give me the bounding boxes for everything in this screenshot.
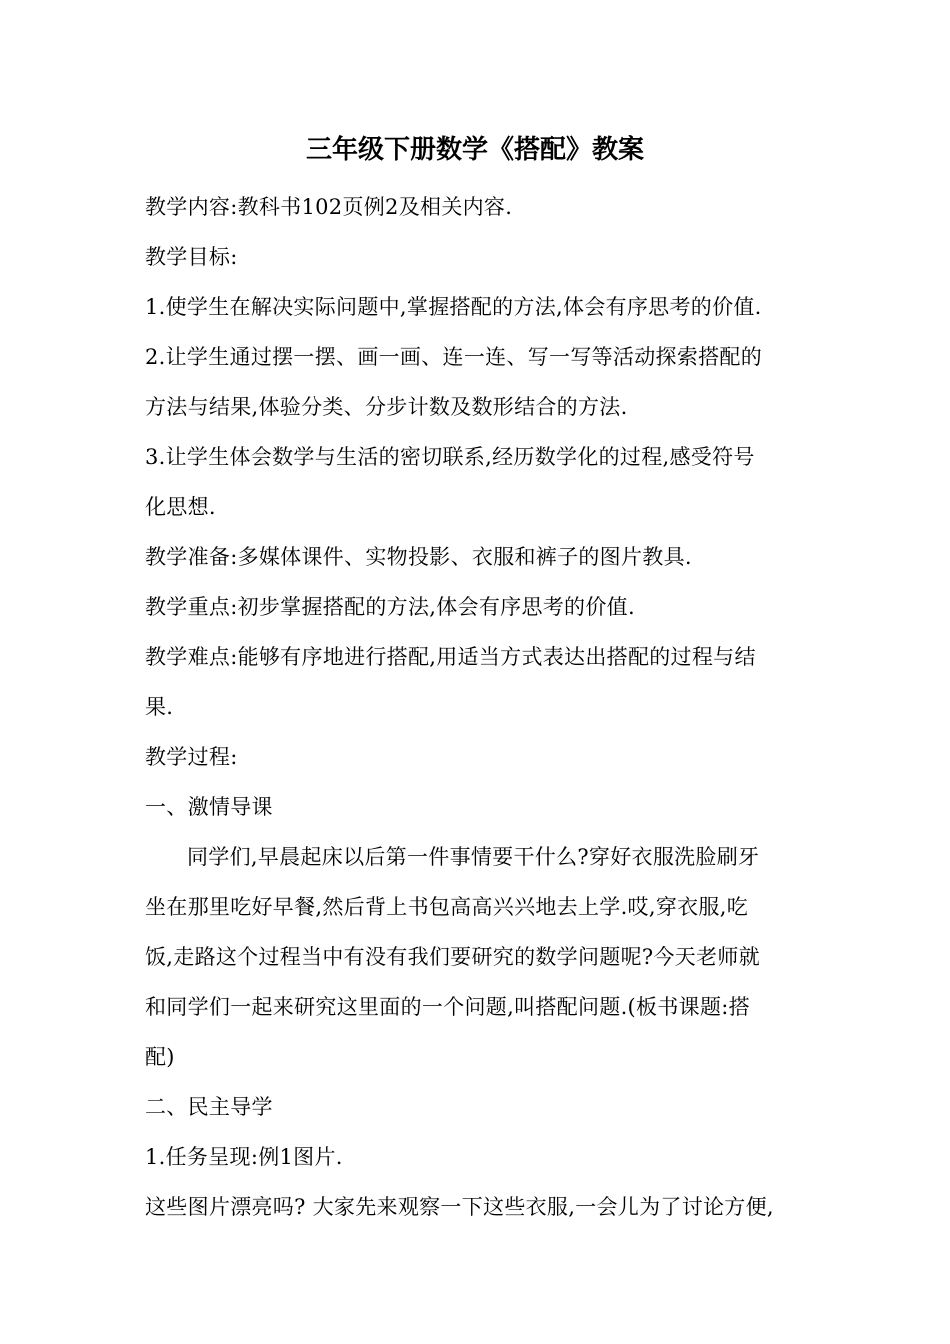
text-line: 教学过程: [145, 745, 238, 769]
text-line: 和同学们一起来研究这里面的一个问题,叫搭配问题.(板书课题:搭 [145, 995, 750, 1019]
text-line: 1.使学生在解决实际问题中,掌握搭配的方法,体会有序思考的价值. [145, 295, 762, 319]
text-line: 教学难点:能够有序地进行搭配,用适当方式表达出搭配的过程与结 [145, 645, 756, 669]
text-line: 1.任务呈现:例1图片. [145, 1145, 343, 1169]
text-line: 教学内容:教科书102页例2及相关内容. [145, 195, 513, 219]
text-line: 同学们,早晨起床以后第一件事情要干什么?穿好衣服洗脸刷牙 [187, 845, 760, 869]
page-title: 三年级下册数学《搭配》教案 [305, 135, 644, 165]
text-line: 配) [145, 1045, 175, 1069]
text-line: 化思想. [145, 495, 216, 519]
text-line: 教学准备:多媒体课件、实物投影、衣服和裤子的图片教具. [145, 545, 692, 569]
text-line: 果. [145, 695, 174, 719]
text-line: 教学目标: [145, 245, 238, 269]
text-line: 2.让学生通过摆一摆、画一画、连一连、写一写等活动探索搭配的 [145, 345, 763, 369]
text-line: 教学重点:初步掌握搭配的方法,体会有序思考的价值. [145, 595, 635, 619]
text-line: 3.让学生体会数学与生活的密切联系,经历数学化的过程,感受符号 [145, 445, 755, 469]
text-line: 二、民主导学 [145, 1095, 273, 1119]
text-line: 坐在那里吃好早餐,然后背上书包高高兴兴地去上学.哎,穿衣服,吃 [145, 895, 748, 919]
text-line: 这些图片漂亮吗? 大家先来观察一下这些衣服,一会儿为了讨论方便, [145, 1195, 774, 1219]
document-body [145, 182, 810, 1232]
text-line: 方法与结果,体验分类、分步计数及数形结合的方法. [145, 395, 628, 419]
text-line: 一、激情导课 [145, 795, 273, 819]
text-line: 饭,走路这个过程当中有没有我们要研究的数学问题呢?今天老师就 [145, 945, 760, 969]
